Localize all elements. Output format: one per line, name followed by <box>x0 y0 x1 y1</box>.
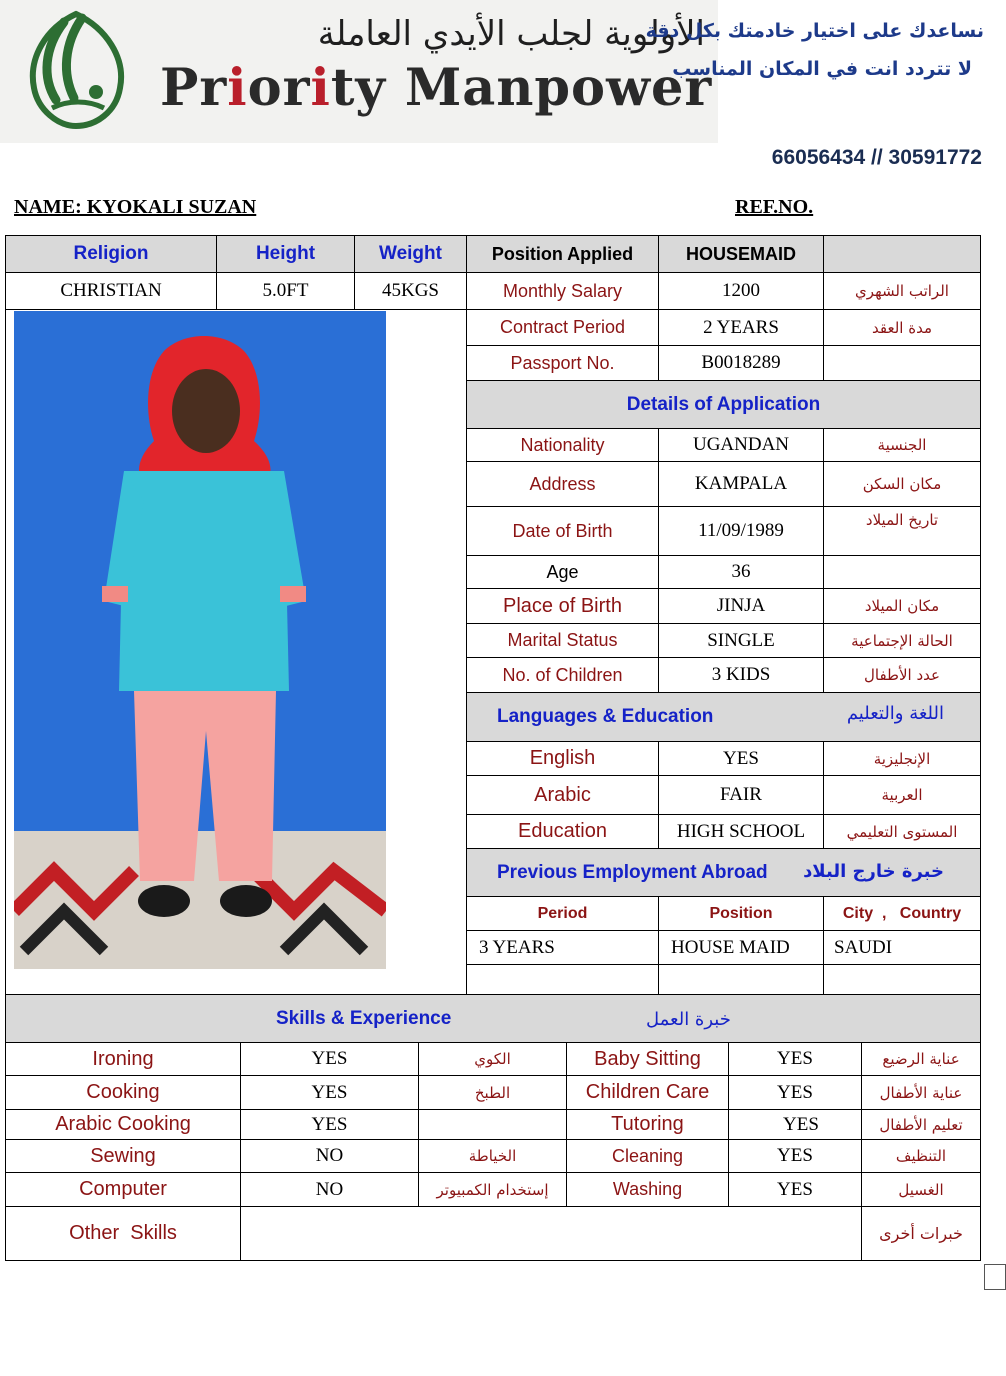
languages-section-title-arabic: اللغة والتعليم <box>846 703 944 724</box>
skill-computer-value: NO <box>240 1172 419 1207</box>
children-arabic: عدد الأطفال <box>823 657 981 693</box>
skill-sewing-label: Sewing <box>5 1139 241 1173</box>
education-value: HIGH SCHOOL <box>658 814 824 849</box>
skill-ironing-arabic: الكوي <box>418 1042 567 1076</box>
tagline-line-1: نساعدك على اختيار خادمتك بكل دقة <box>645 20 984 42</box>
skill-sewing-value: NO <box>240 1139 419 1173</box>
skill-ironing-value: YES <box>240 1042 419 1076</box>
age-label: Age <box>466 555 659 589</box>
phone-numbers: 66056434 // 30591772 <box>771 146 982 169</box>
nationality-value: UGANDAN <box>658 428 824 462</box>
skill-computer-label: Computer <box>5 1172 241 1207</box>
contract-period-value: 2 YEARS <box>658 309 824 346</box>
english-label: English <box>466 741 659 776</box>
skill-tutoring-arabic: تعليم الأطفال <box>861 1109 981 1140</box>
employment-empty-cell <box>466 964 659 995</box>
place-of-birth-label: Place of Birth <box>466 588 659 624</box>
skills-section-title: Skills & Experience <box>276 1007 452 1029</box>
dob-value: 11/09/1989 <box>658 506 824 556</box>
employment-empty-cell <box>658 964 824 995</box>
passport-value: B0018289 <box>658 345 824 381</box>
employment-row-period: 3 YEARS <box>466 930 659 965</box>
education-arabic: المستوى التعليمي <box>823 814 981 849</box>
height-value: 5.0FT <box>216 272 355 310</box>
logo-text-part: i <box>310 58 331 118</box>
skill-children-care-label: Children Care <box>566 1075 729 1110</box>
skill-cooking-label: Cooking <box>5 1075 241 1110</box>
nationality-label: Nationality <box>466 428 659 462</box>
employment-empty-cell <box>823 964 981 995</box>
religion-header: Religion <box>5 235 217 273</box>
logo-text-part: i <box>227 58 248 118</box>
english-arabic: الإنجليزية <box>823 741 981 776</box>
contract-period-label: Contract Period <box>466 309 659 346</box>
contract-period-arabic: مدة العقد <box>823 309 981 346</box>
nationality-arabic: الجنسية <box>823 428 981 462</box>
logo-text-part: or <box>247 58 311 118</box>
height-header: Height <box>216 235 355 273</box>
languages-section-title-cell <box>466 692 981 742</box>
employment-col-country <box>823 896 981 931</box>
skill-cleaning-arabic: التنظيف <box>861 1139 981 1173</box>
passport-blank <box>823 345 981 381</box>
company-logo-icon <box>16 8 136 132</box>
children-value: 3 KIDS <box>658 657 824 693</box>
marital-status-label: Marital Status <box>466 623 659 658</box>
place-of-birth-value: JINJA <box>658 588 824 624</box>
skill-tutoring-label: Tutoring <box>566 1109 729 1140</box>
skill-arabic-cooking-arabic <box>418 1109 567 1140</box>
age-value: 36 <box>658 555 824 589</box>
arabic-label: Arabic <box>466 775 659 815</box>
religion-value: CHRISTIAN <box>5 272 217 310</box>
skill-baby-sitting-label: Baby Sitting <box>566 1042 729 1076</box>
arabic-arabic: العربية <box>823 775 981 815</box>
logo-text-part: Pr <box>160 58 228 118</box>
skill-sewing-arabic: الخياطة <box>418 1139 567 1173</box>
passport-label: Passport No. <box>466 345 659 381</box>
skill-cooking-arabic: الطبخ <box>418 1075 567 1110</box>
other-skills-arabic: خبرات أخرى <box>861 1206 981 1261</box>
address-arabic: مكان السكن <box>823 461 981 507</box>
candidate-photo <box>14 311 386 969</box>
employment-section-title-cell <box>466 848 981 897</box>
skill-arabic-cooking-value: YES <box>240 1109 419 1140</box>
address-label: Address <box>466 461 659 507</box>
employment-row-country: SAUDI <box>823 930 981 965</box>
address-value: KAMPALA <box>658 461 824 507</box>
logo-text-part: ty Manpower <box>330 58 713 118</box>
skill-baby-sitting-arabic: عناية الرضيع <box>861 1042 981 1076</box>
employment-section-title: Previous Employment Abroad <box>497 861 768 883</box>
arabic-value: FAIR <box>658 775 824 815</box>
tagline-line-2: لا تتردد انت في المكان المناسب <box>672 58 972 80</box>
weight-value: 45KGS <box>354 272 467 310</box>
monthly-salary-arabic: الراتب الشهري <box>823 272 981 310</box>
skill-children-care-value: YES <box>728 1075 862 1110</box>
dob-arabic: تاريخ الميلاد <box>823 506 981 556</box>
children-label: No. of Children <box>466 657 659 693</box>
education-label: Education <box>466 814 659 849</box>
skills-section-title-arabic: خبرة العمل <box>646 1009 731 1030</box>
other-skills-value <box>240 1206 862 1261</box>
skill-washing-label: Washing <box>566 1172 729 1207</box>
skill-baby-sitting-value: YES <box>728 1042 862 1076</box>
skill-cleaning-label: Cleaning <box>566 1139 729 1173</box>
skill-washing-value: YES <box>728 1172 862 1207</box>
marital-status-arabic: الحالة الإجتماعية <box>823 623 981 658</box>
languages-section-title: Languages & Education <box>497 706 714 727</box>
skill-children-care-arabic: عناية الأطفال <box>861 1075 981 1110</box>
position-applied-blank <box>823 235 981 273</box>
skill-arabic-cooking-label: Arabic Cooking <box>5 1109 241 1140</box>
candidate-name: NAME: KYOKALI SUZAN <box>14 196 257 218</box>
table-left-border <box>5 309 6 995</box>
employment-section-title-arabic: خبرة خارج البلاد <box>803 861 944 882</box>
employment-col-country-text: City , Country <box>842 904 962 922</box>
monthly-salary-label: Monthly Salary <box>466 272 659 310</box>
reference-number: REF.NO. <box>735 196 814 218</box>
skill-ironing-label: Ironing <box>5 1042 241 1076</box>
skill-computer-arabic: إستخدام الكمبيوتر <box>418 1172 567 1207</box>
place-of-birth-arabic: مكان الميلاد <box>823 588 981 624</box>
position-applied-header: Position Applied <box>466 235 659 273</box>
monthly-salary-value: 1200 <box>658 272 824 310</box>
employment-row-position: HOUSE MAID <box>658 930 824 965</box>
dob-label: Date of Birth <box>466 506 659 556</box>
marital-status-value: SINGLE <box>658 623 824 658</box>
skills-section-title-cell <box>5 994 981 1043</box>
logo-arabic-text: الأولوية لجلب الأيدي العاملة <box>317 14 705 54</box>
weight-header: Weight <box>354 235 467 273</box>
skill-washing-arabic: الغسيل <box>861 1172 981 1207</box>
employment-col-period: Period <box>466 896 659 931</box>
english-value: YES <box>658 741 824 776</box>
skill-cooking-value: YES <box>240 1075 419 1110</box>
company-logo-banner <box>0 0 718 143</box>
other-skills-label <box>5 1206 241 1261</box>
employment-col-position: Position <box>658 896 824 931</box>
position-applied-value: HOUSEMAID <box>658 235 824 273</box>
other-skills-label-text: Other Skills <box>69 1222 177 1244</box>
skill-tutoring-value: YES <box>728 1109 862 1140</box>
skill-cleaning-value: YES <box>728 1139 862 1173</box>
logo-english-text <box>160 58 713 118</box>
details-section-title: Details of Application <box>466 380 981 429</box>
corner-marker <box>984 1264 1006 1290</box>
age-arabic <box>823 555 981 589</box>
